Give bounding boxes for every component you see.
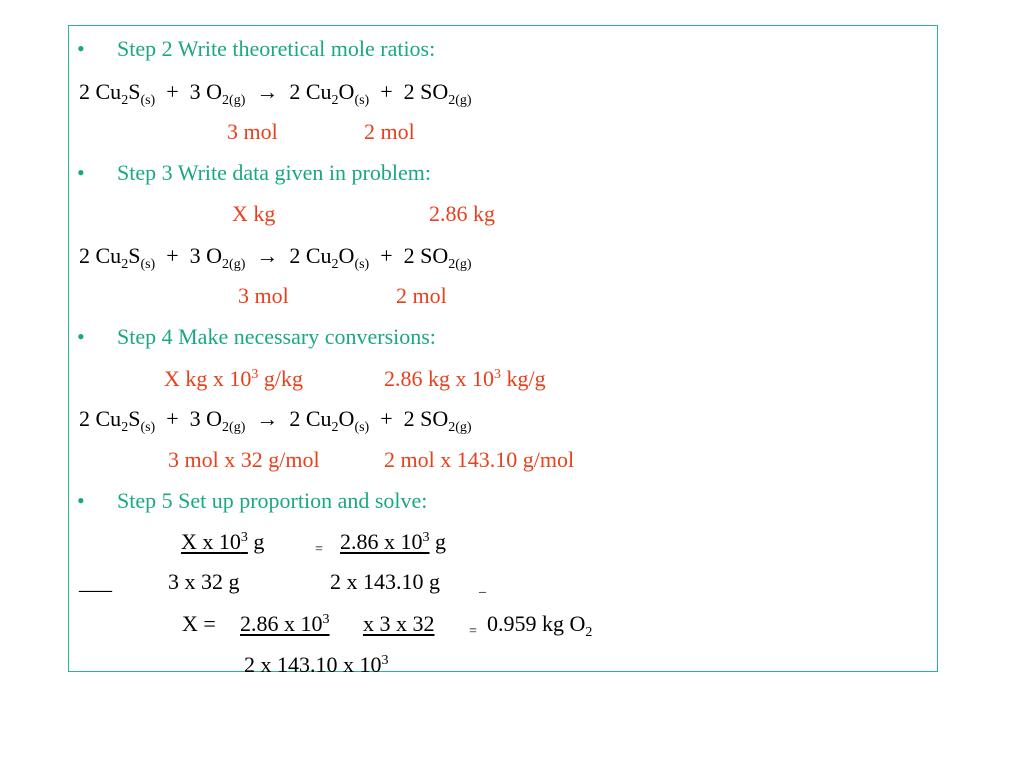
final-answer: 0.959 kg O [487,611,586,636]
step-4-text: Step 4 Make necessary conversions: [117,324,436,349]
balanced-equation: 2 $Cu_2S_{(s)} + 3$ $O_{2(g)} \to 2$ $Cu_2O_{(s)} + 2$ $SO_{2(g)}$ [79,79,472,108]
eq-term-cu2o: 2 Cu [289,79,332,104]
step-2-text: Step 2 Write theoretical mole ratios: [117,36,436,61]
step-3-text: Step 3 Write data given in problem: [117,160,431,185]
eq-term-o2: 3 O [189,79,223,104]
eq-term-cu2s: 2 Cu [79,79,122,104]
bullet-icon: • [77,36,85,61]
step-5-text: Step 5 Set up proportion and solve: [117,488,428,513]
bullet-icon: • [77,488,85,513]
arrow-icon: → [256,79,279,104]
balanced-equation: 2 $Cu_2S_{(s)} + 3$ $O_{2(g)} \to 2$ $Cu_2O_{(s)} + 2$ $SO_{2(g)}$ [79,243,472,272]
balanced-equation: 2 $Cu_2S_{(s)} + 3$ $O_{2(g)} \to 2$ $Cu_2O_{(s)} + 2$ $SO_{2(g)}$ [79,406,472,435]
slide-content-box: • Step 2 Write theoretical mole ratios: 2 $Cu_2S_{(s)} + 3$ $O_{2(g)} \to 2$ $Cu_2O_{(s)} + 2$ $SO_{2(g)}$ 3 mol 2 mol • Step 3 Write data given in problem: X kg 2.86 kg 2 $Cu_2S_{(s)} + 3$ $O_{2(g)} \to 2$ $Cu_2O_{(s)} + 2$ $SO_{2(g)}$ 3 mol 2 mol • Step 4 Make necessary conversions: X kg x $10^3$ g/kg 2.86 kg x $10^3$ kg/g 2 $Cu_2S_{(s)} + 3$ $O_{2(g)} \to 2$ $Cu_2O_{(s)} + 2$ $SO_{2(g)}$ 3 mol x 32 g/mol 2 mol x 143.10 g/mol • Step 5 Set up proportion and solve: X x $10^3$ g = 2.86 x $10^3$ g ___ 3 x 32 g 2 x 143.10 g _ X = 2.86 x $10^3$ x 3 x 32 = 0.959 kg $O_2$ 2 x 143.10 x $10^3$ [68,25,938,672]
bullet-icon: • [77,324,85,349]
arrow-icon: → [256,243,279,268]
bullet-icon: • [77,160,85,185]
eq-term-so2: 2 SO [403,79,449,104]
arrow-icon: → [256,406,279,431]
